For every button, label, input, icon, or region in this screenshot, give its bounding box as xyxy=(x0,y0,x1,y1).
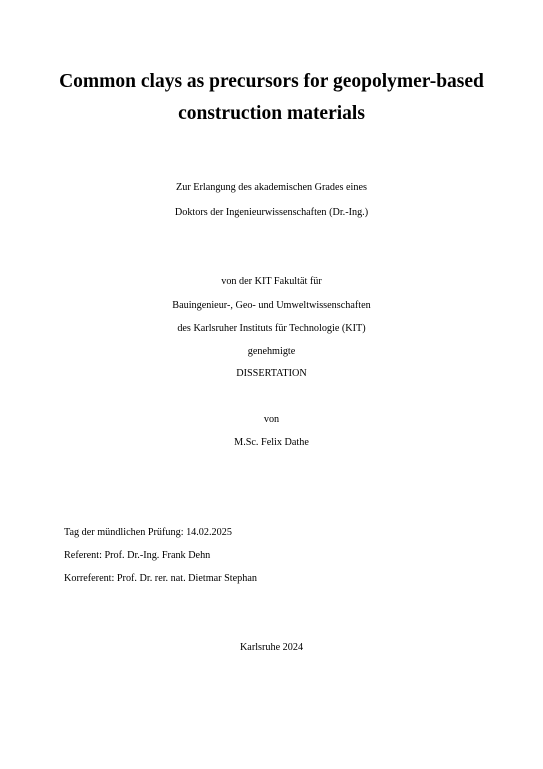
degree-line-2: Doktors der Ingenieurwissenschaften (Dr.-Ing.) xyxy=(174,207,369,218)
title-line-1: Common clays as precursors for geopolymer-based xyxy=(59,71,484,92)
title-line-2: construction materials xyxy=(178,103,365,124)
place-year: Karlsruhe 2024 xyxy=(239,642,304,653)
faculty-line-3: des Karlsruher Instituts für Technologie (KIT) xyxy=(177,323,366,334)
referent: Referent: Prof. Dr.-Ing. Frank Dehn xyxy=(64,550,211,561)
exam-date: Tag der mündlichen Prüfung: 14.02.2025 xyxy=(64,527,232,538)
document-title xyxy=(0,66,543,130)
von-label: von xyxy=(263,414,280,425)
author-name: M.Sc. Felix Dathe xyxy=(234,437,309,448)
faculty-line-2: Bauingenieur-, Geo- und Umweltwissenschaften xyxy=(172,300,371,311)
dissertation-label: DISSERTATION xyxy=(236,368,307,379)
korreferent: Korreferent: Prof. Dr. rer. nat. Dietmar Stephan xyxy=(64,573,257,584)
degree-line-1: Zur Erlangung des akademischen Grades eines xyxy=(176,182,367,193)
faculty-line-1: von der KIT Fakultät für xyxy=(221,276,322,287)
approved-label: genehmigte xyxy=(247,346,296,357)
